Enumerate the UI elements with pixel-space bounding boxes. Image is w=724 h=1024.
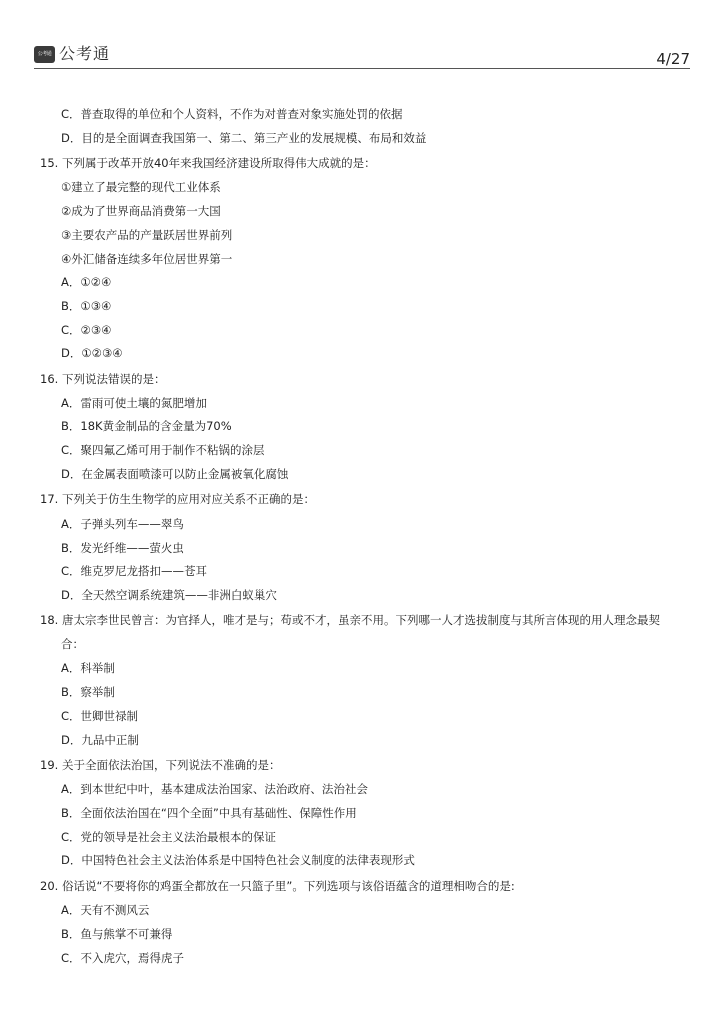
option-line: B．察举制 <box>61 685 115 699</box>
brand-name: 公考通 <box>59 44 111 63</box>
question-stem: 18. 唐太宗李世民曾言：为官择人，唯才是与；苟或不才，虽亲不用。下列哪一人才选拔制度与其所言体现的用人理念最契 <box>40 613 660 627</box>
option-line: B．①③④ <box>61 299 112 313</box>
option-line: C．维克罗尼龙搭扣——苍耳 <box>61 564 208 578</box>
page-header <box>34 44 690 70</box>
option-line: B．发光纤维——萤火虫 <box>61 541 184 555</box>
option-line: C．世卿世禄制 <box>61 709 139 723</box>
option-line: A．科举制 <box>61 661 115 675</box>
statement-line: ④外汇储备连续多年位居世界第一 <box>61 252 233 266</box>
option-line: C．②③④ <box>61 323 112 337</box>
option-line: A．天有不测风云 <box>61 903 150 917</box>
statement-line: ①建立了最完整的现代工业体系 <box>61 180 221 194</box>
option-line: C．党的领导是社会主义法治最根本的保证 <box>61 830 277 844</box>
page-number: 4/27 <box>656 50 690 68</box>
question-stem: 16. 下列说法错误的是： <box>40 372 166 386</box>
question-stem: 15. 下列属于改革开放40年来我国经济建设所取得伟大成就的是： <box>40 156 376 170</box>
option-line: C．聚四氟乙烯可用于制作不粘锅的涂层 <box>61 443 265 457</box>
option-line: D．在金属表面喷漆可以防止金属被氧化腐蚀 <box>61 467 289 481</box>
question-stem-continuation: 合： <box>61 637 84 651</box>
option-line: B．鱼与熊掌不可兼得 <box>61 927 173 941</box>
option-line: A．①②④ <box>61 275 112 289</box>
option-line: C．普查取得的单位和个人资料，不作为对普查对象实施处罚的依据 <box>61 107 403 121</box>
option-line: C．不入虎穴，焉得虎子 <box>61 951 185 965</box>
option-line: B．18K黄金制品的含金量为70% <box>61 419 232 433</box>
statement-line: ②成为了世界商品消费第一大国 <box>61 204 221 218</box>
statement-line: ③主要农产品的产量跃居世界前列 <box>61 228 233 242</box>
option-line: B．全面依法治国在“四个全面”中具有基础性、保障性作用 <box>61 806 357 820</box>
option-line: D．目的是全面调查我国第一、第二、第三产业的发展规模、布局和效益 <box>61 131 427 145</box>
option-line: A．到本世纪中叶，基本建成法治国家、法治政府、法治社会 <box>61 782 368 796</box>
option-line: A．子弹头列车——翠鸟 <box>61 517 184 531</box>
option-line: D．九品中正制 <box>61 733 139 747</box>
option-line: D．全天然空调系统建筑——非洲白蚁巢穴 <box>61 588 277 602</box>
brand-logo-icon: 公考通 <box>34 46 55 63</box>
header-divider <box>34 68 690 69</box>
question-stem: 17. 下列关于仿生生物学的应用对应关系不正确的是： <box>40 492 315 506</box>
option-line: D．中国特色社会主义法治体系是中国特色社会义制度的法律表现形式 <box>61 853 415 867</box>
option-line: D．①②③④ <box>61 346 123 360</box>
option-line: A．雷雨可使土壤的氮肥增加 <box>61 396 207 410</box>
question-stem: 19. 关于全面依法治国，下列说法不准确的是： <box>40 758 281 772</box>
question-stem: 20. 俗话说“不要将你的鸡蛋全都放在一只篮子里”。下列选项与该俗语蕴含的道理相吻合的是: <box>40 879 515 893</box>
